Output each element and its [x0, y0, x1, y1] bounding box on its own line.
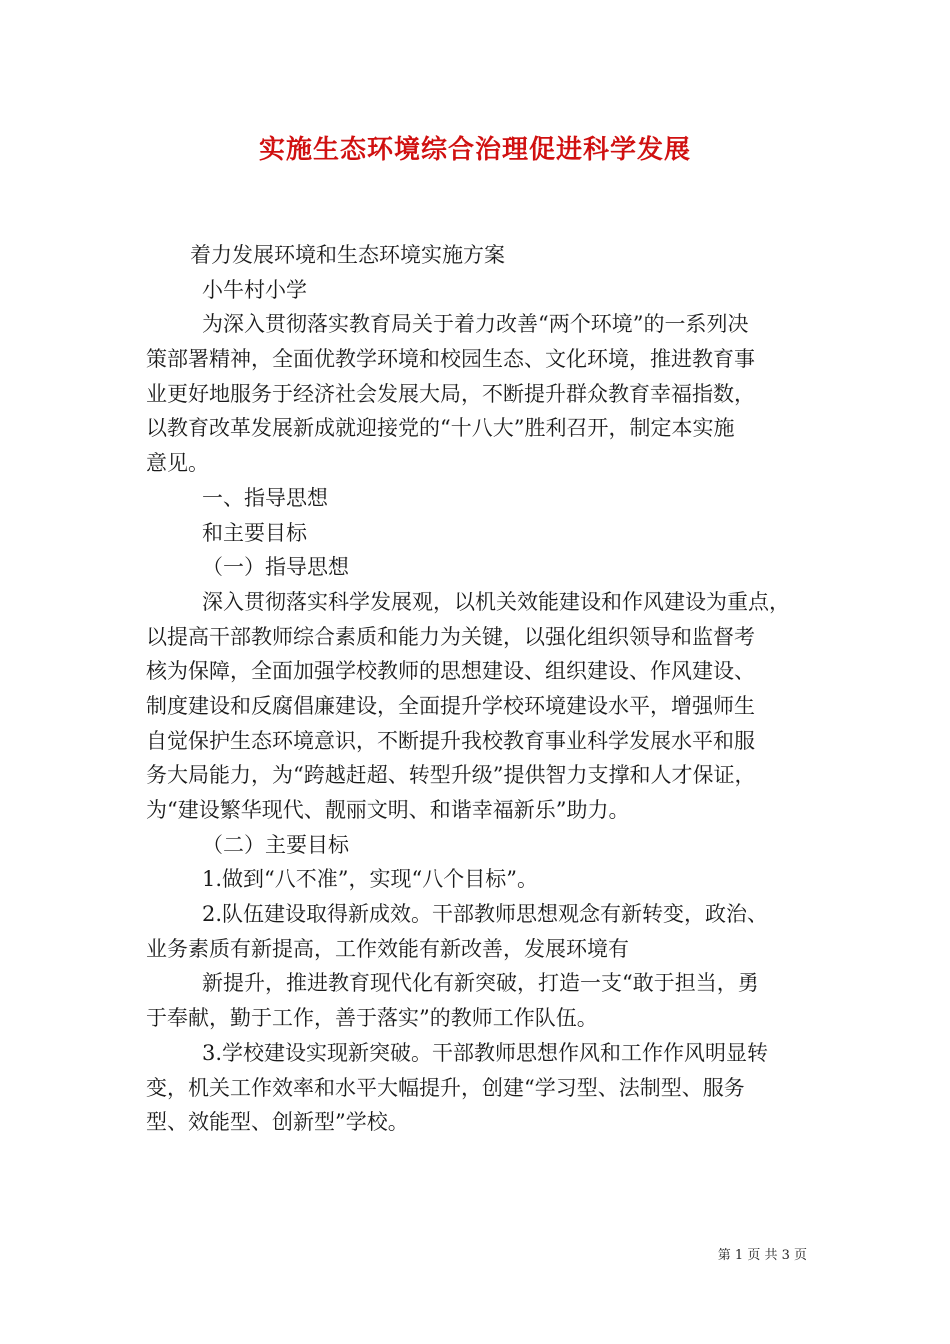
paragraph-line: 以教育改革发展新成就迎接党的“十八大”胜利召开，制定本实施 — [146, 416, 735, 441]
section-heading: 一、指导思想 — [202, 485, 328, 510]
paragraph-line: 业务素质有新提高，工作效能有新改善，发展环境有 — [146, 936, 629, 961]
paragraph-line: 务大局能力，为“跨越赶超、转型升级”提供智力支撑和人才保证， — [146, 763, 756, 788]
subsection-heading: （二）主要目标 — [202, 832, 349, 857]
paragraph-line: 于奉献，勤于工作，善于落实”的教师工作队伍。 — [146, 1006, 598, 1031]
section-heading: 和主要目标 — [202, 520, 307, 545]
page-indicator: 第 1 页 共 3 页 — [717, 1248, 807, 1263]
page-title: 实施生态环境综合治理促进科学发展 — [258, 135, 691, 165]
paragraph-line: 为深入贯彻落实教育局关于着力改善“两个环境”的一系列决 — [202, 312, 749, 337]
paragraph-line: 业更好地服务于经济社会发展大局，不断提升群众教育幸福指数， — [146, 381, 755, 406]
paragraph-line: 为“建设繁华现代、靓丽文明、和谐幸福新乐”助力。 — [146, 798, 630, 822]
paragraph-line: 型、效能型、创新型”学校。 — [146, 1110, 409, 1135]
author-line: 小牛村小学 — [202, 277, 307, 302]
subtitle: 着力发展环境和生态环境实施方案 — [190, 243, 505, 267]
subsection-heading: （一）指导思想 — [202, 555, 349, 580]
paragraph-line: 以提高干部教师综合素质和能力为关键，以强化组织领导和监督考 — [146, 624, 755, 649]
paragraph-line: 核为保障，全面加强学校教师的思想建设、组织建设、作风建设、 — [146, 659, 755, 684]
paragraph-line: 制度建设和反腐倡廉建设，全面提升学校环境建设水平，增强师生 — [146, 693, 755, 718]
list-item: 3.学校建设实现新突破。干部教师思想作风和工作作风明显转 — [202, 1040, 769, 1065]
list-item: 1.做到“八不准”，实现“八个目标”。 — [202, 867, 538, 892]
paragraph-line: 策部署精神，全面优教学环境和校园生态、文化环境，推进教育事 — [146, 347, 755, 372]
paragraph-line: 自觉保护生态环境意识，不断提升我校教育事业科学发展水平和服 — [146, 728, 755, 753]
paragraph-line: 新提升，推进教育现代化有新突破，打造一支“敢于担当，勇 — [202, 971, 759, 996]
document-body — [146, 238, 808, 1140]
list-item: 2.队伍建设取得新成效。干部教师思想观念有新转变，政治、 — [202, 902, 769, 927]
paragraph-line: 变，机关工作效率和水平大幅提升，创建“学习型、法制型、服务 — [146, 1075, 745, 1100]
paragraph-line: 深入贯彻落实科学发展观，以机关效能建设和作风建设为重点， — [202, 589, 790, 614]
paragraph-line: 意见。 — [146, 451, 209, 476]
